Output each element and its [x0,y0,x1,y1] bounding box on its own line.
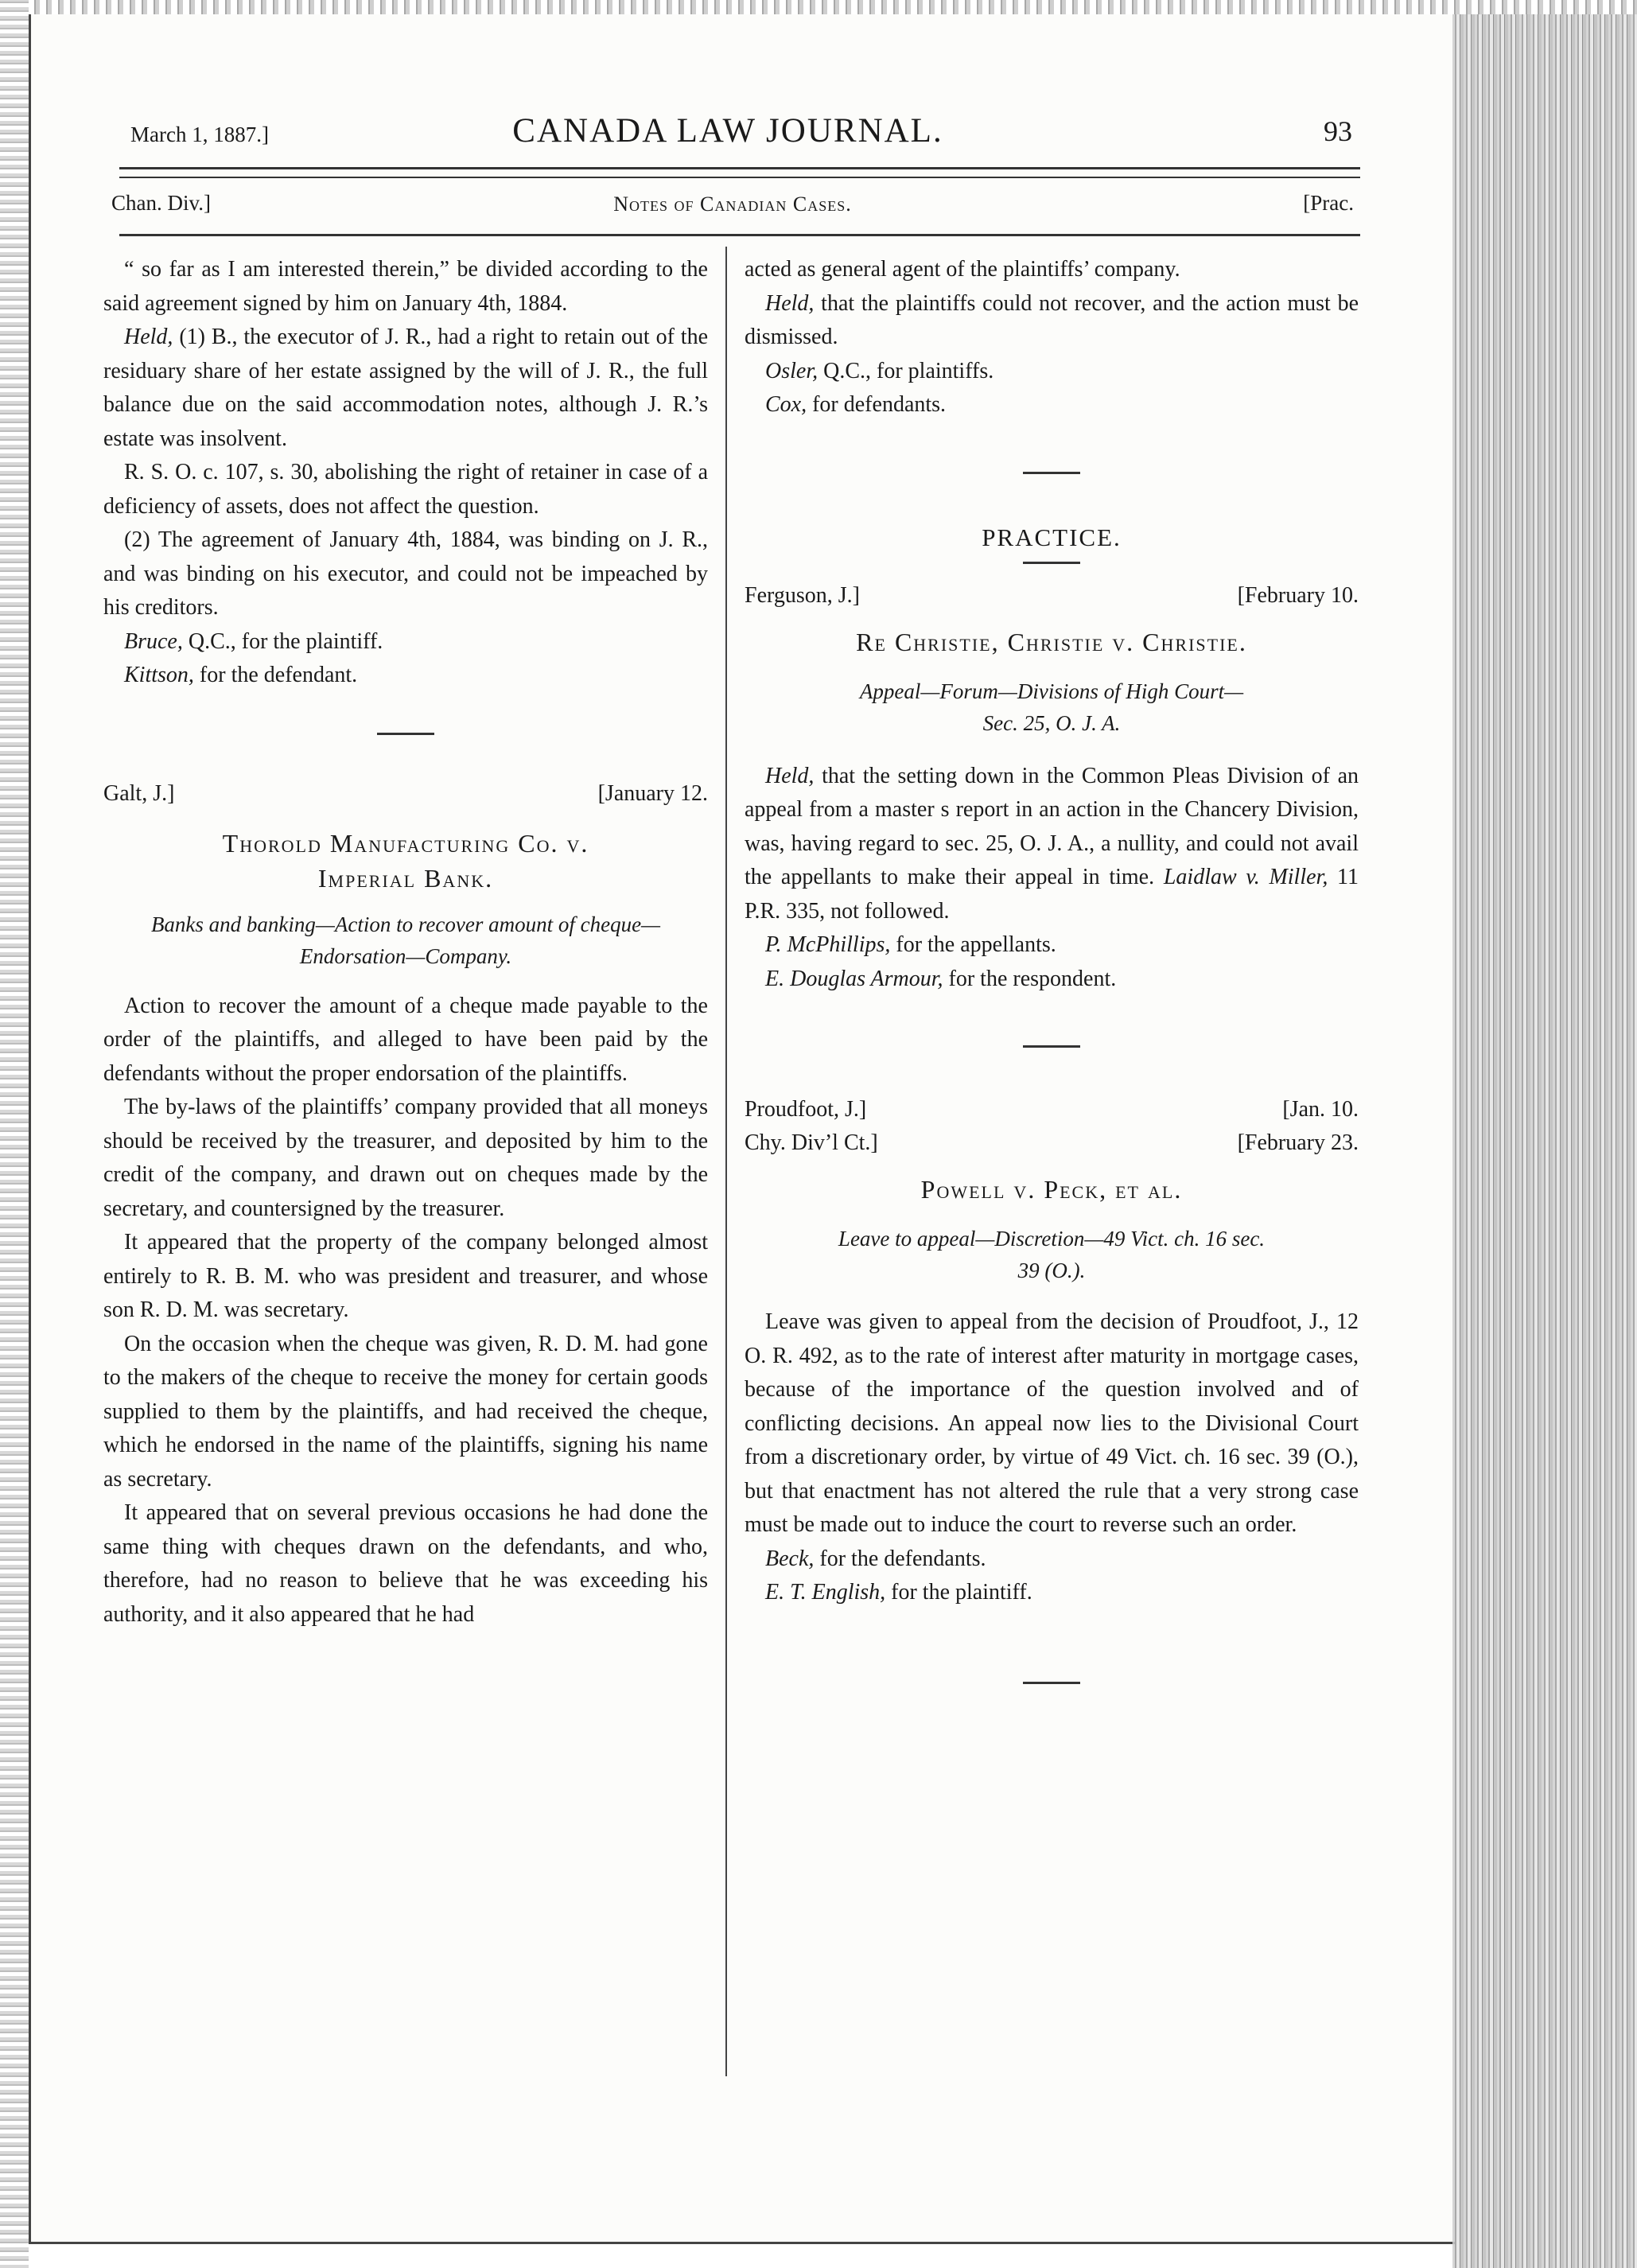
case-title-line: Thorold Manufacturing Co. v. [222,828,589,858]
subheader-rule [119,234,1360,236]
counsel-role: Q.C., for the plaintiff. [182,628,383,654]
separator-dash [1023,1682,1080,1684]
catchwords-line: Leave to appeal—Discretion—49 Vict. ch. 16 sec. [838,1227,1266,1251]
case-title [103,826,708,896]
held-label: Held, [765,763,815,788]
counsel-name: Cox, [765,392,807,417]
right-column [745,253,1359,1684]
subheader-practice: [Prac. [1303,191,1354,215]
scan-edge-left [0,0,29,2268]
held-text: that the setting down in the Common Pleas Division of an appeal from a master s report in an action in the Chancery Division, was, having regard to sec. 25, O. J. A., a nullity, and could not avail the appellants to make their appeal in time. [745,763,1359,889]
issue-date: March 1, 1887.] [130,123,269,146]
paragraph: Leave was given to appeal from the decision of Proudfoot, J., 12 O. R. 492, as to the rate of interest after maturity in mortgage cases, because of the importance of the question involved and of conflicting decisions. An appeal now lies to the Divisional Court from a discretionary order, by virtue of 49 Vict. ch. 16 sec. 39 (O.), but that enactment has not altered the rule that a very strong case must be made out to induce the court to reverse such an order. [745,1309,1359,1537]
judgment-date: [February 10. [1237,582,1359,608]
paragraph: On the occasion when the cheque was given, R. D. M. had gone to the makers of the cheque to receive the money for certain goods supplied to them by the plaintiffs, and had received the cheque, which he endorsed in the name of the plaintiffs, signing his name as secretary. [103,1331,708,1492]
paragraph: It appeared that the property of the company belonged almost entirely to R. B. M. who was president and treasurer, and whose son R. D. M. was secretary. [103,1230,708,1322]
journal-title: CANADA LAW JOURNAL. [512,112,943,150]
paragraph: The by-laws of the plaintiffs’ company provided that all moneys should be received by the treasurer, and deposited by him to the credit of the company, and drawn out on cheques made by the secretary, and countersigned by the treasurer. [103,1095,708,1221]
held-paragraph [745,287,1359,355]
subheader-section: Notes of Canadian Cases. [613,193,852,216]
held-text: that the plaintiffs could not recover, and the action must be dismissed. [745,290,1359,349]
judge-name: Proudfoot, J.] [745,1097,867,1122]
counsel-name: P. McPhillips, [765,932,891,957]
catchwords-line: 39 (O.). [1017,1258,1086,1282]
catchwords [745,1223,1359,1286]
counsel-line [103,659,708,693]
subheader-division: Chan. Div.] [111,191,211,215]
case-judge-line [745,583,1359,617]
catchwords: Banks and banking—Action to recover amount of cheque—Endorsation—Company. [150,912,661,968]
held-text: (1) B., the executor of J. R., had a right to retain out of the residuary share of her estate assigned by the will of J. R., the full balance due on the said accommodation notes, although J. R.’s estate was insolvent. [103,325,708,451]
catchwords-line: Sec. 25, O. J. A. [982,710,1121,735]
page-header [103,111,1352,159]
counsel-line [745,1542,1359,1577]
counsel-role: Q.C., for plaintiffs. [818,358,994,383]
counsel-line [103,625,708,659]
paragraph: R. S. O. c. 107, s. 30, abolishing the right of retainer in case of a deficiency of assets, does not affect the question. [103,460,708,519]
section-heading: PRACTICE. [982,523,1122,551]
paragraph: Action to recover the amount of a cheque made payable to the order of the plaintiffs, and alleged to have been paid by the defendants without the proper endorsation of the plaintiffs. [103,993,708,1086]
paragraph: (2) The agreement of January 4th, 1884, was binding on J. R., and was binding on his executor, and could not be impeached by his creditors. [103,527,708,620]
counsel-name: E. Douglas Armour, [765,966,943,991]
paragraph: “ so far as I am interested therein,” be divided according to the said agreement signed by him on January 4th, 1884. [103,257,708,316]
court-name: Chy. Div’l Ct.] [745,1130,878,1155]
paragraph: acted as general agent of the plaintiffs’ company. [745,257,1180,282]
counsel-line [745,388,1359,422]
held-label: Held, [124,325,173,349]
catchwords [745,675,1359,739]
case-title: Re Christie, Christie v. Christie. [856,627,1247,656]
judge-name: Ferguson, J.] [745,582,860,608]
counsel-name: E. T. English, [765,1580,886,1605]
judgment-date: [January 12. [597,780,708,806]
held-label: Held, [765,290,815,316]
scan-edge-top [0,0,1637,14]
counsel-role: for the defendants. [814,1546,986,1571]
counsel-line [745,1576,1359,1610]
counsel-role: for defendants. [807,392,947,417]
counsel-line [745,963,1359,997]
held-paragraph [745,760,1359,929]
left-column [103,253,708,1632]
counsel-name: Bruce, [124,628,183,654]
case-judge-line [745,1097,1359,1130]
case-title-line: Imperial Bank. [317,863,494,893]
case-judge-line [103,781,708,815]
counsel-name: Kittson, [124,663,194,687]
counsel-name: Osler, [765,358,818,383]
judgment-date: [February 23. [1237,1130,1359,1155]
counsel-role: for the appellants. [890,932,1056,957]
header-rule [119,167,1360,178]
cited-case: Laidlaw v. Miller, [1163,865,1328,889]
counsel-role: for the respondent. [943,966,1117,991]
case-title: Powell v. Peck, et al. [920,1175,1183,1204]
page-number: 93 [1324,115,1352,147]
counsel-name: Beck, [765,1546,815,1571]
catchwords-line: Appeal—Forum—Divisions of High Court— [859,679,1244,703]
judge-name: Galt, J.] [103,780,175,806]
counsel-line [745,355,1359,389]
counsel-role: for the plaintiff. [885,1580,1032,1605]
paragraph: It appeared that on several previous occasions he had done the same thing with cheques drawn on the defendants, and who, therefore, had no reason to believe that he was exceeding his authority, and it also appeared that he had [103,1500,708,1627]
held-paragraph [103,321,708,456]
counsel-role: for the defendant. [193,663,358,687]
counsel-line [745,928,1359,963]
running-subheader [111,189,1354,221]
citation-text: 11 P.R. 335, not followed. [745,865,1359,924]
judgment-date: [Jan. 10. [1282,1097,1359,1122]
scan-edge-right [1452,14,1637,2268]
column-divider [725,247,727,2076]
case-judge-line [745,1130,1359,1164]
